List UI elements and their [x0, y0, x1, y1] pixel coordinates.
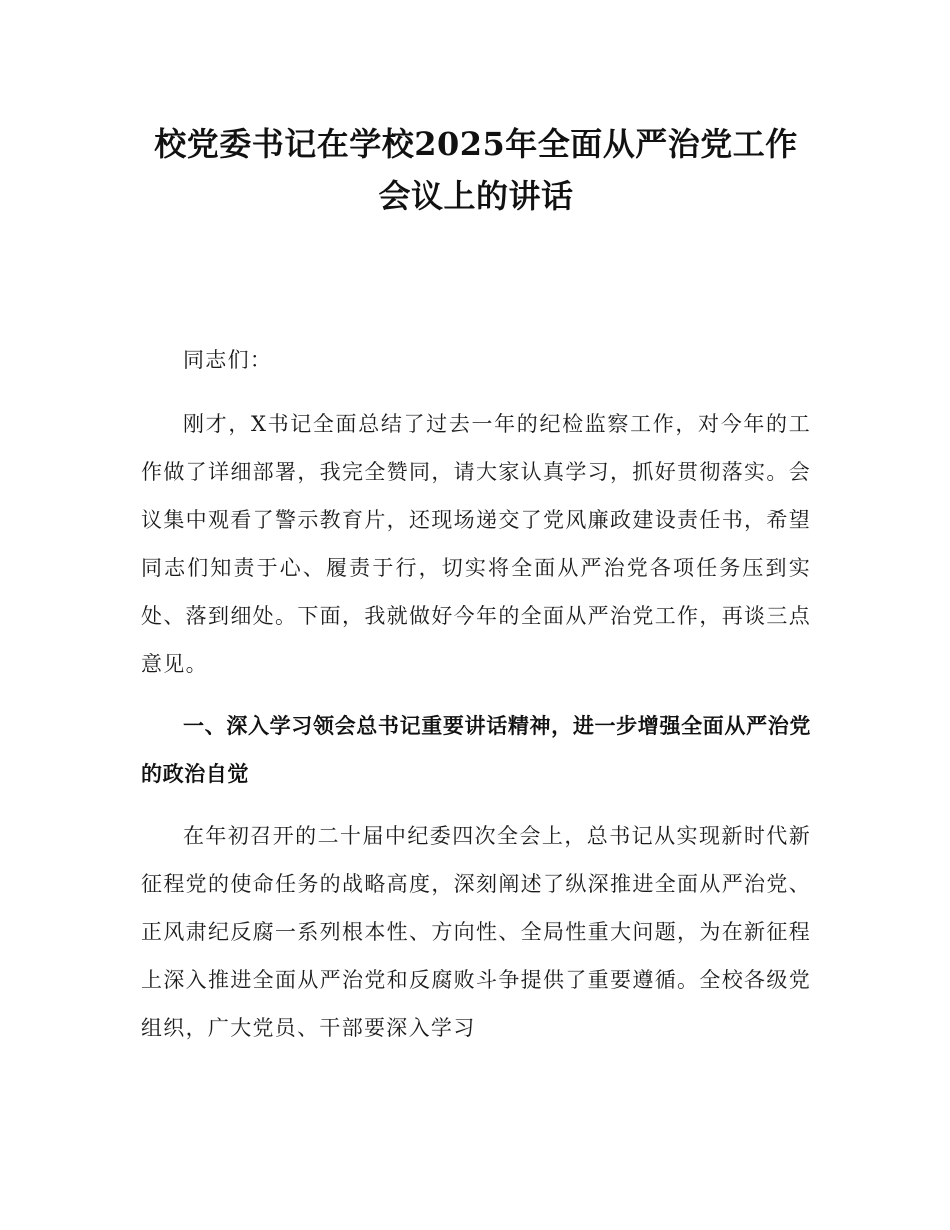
paragraph-section-one: 在年初召开的二十届中纪委四次全会上，总书记从实现新时代新征程党的使命任务的战略高度，深刻阐述了纵深推进全面从严治党、正风肃纪反腐一系列根本性、方向性、全局性重大问题，为在新征程上深入推进全面从严治党和反腐败斗争提供了重要遵循。全校各级党组织，广大党员、干部要深入学习: [141, 824, 811, 1040]
document-page: [141, 0, 811, 1052]
document-title: 校党委书记在学校2025年全面从严治党工作会议上的讲话: [154, 125, 798, 215]
paragraph-intro: 刚才，X书记全面总结了过去一年的纪检监察工作，对今年的工作做了详细部署，我完全赞同，请大家认真学习，抓好贯彻落实。会议集中观看了警示教育片，还现场递交了党风廉政建设责任书，希望同志们知责于心、履责于行，切实将全面从严治党各项任务压到实处、落到细处。下面，我就做好今年的全面从严治党工作，再谈三点意见。: [141, 412, 811, 676]
section-heading-one: 一、深入学习领会总书记重要讲话精神，进一步增强全面从严治党的政治自觉: [141, 714, 811, 786]
salutation: 同志们：: [183, 348, 273, 372]
